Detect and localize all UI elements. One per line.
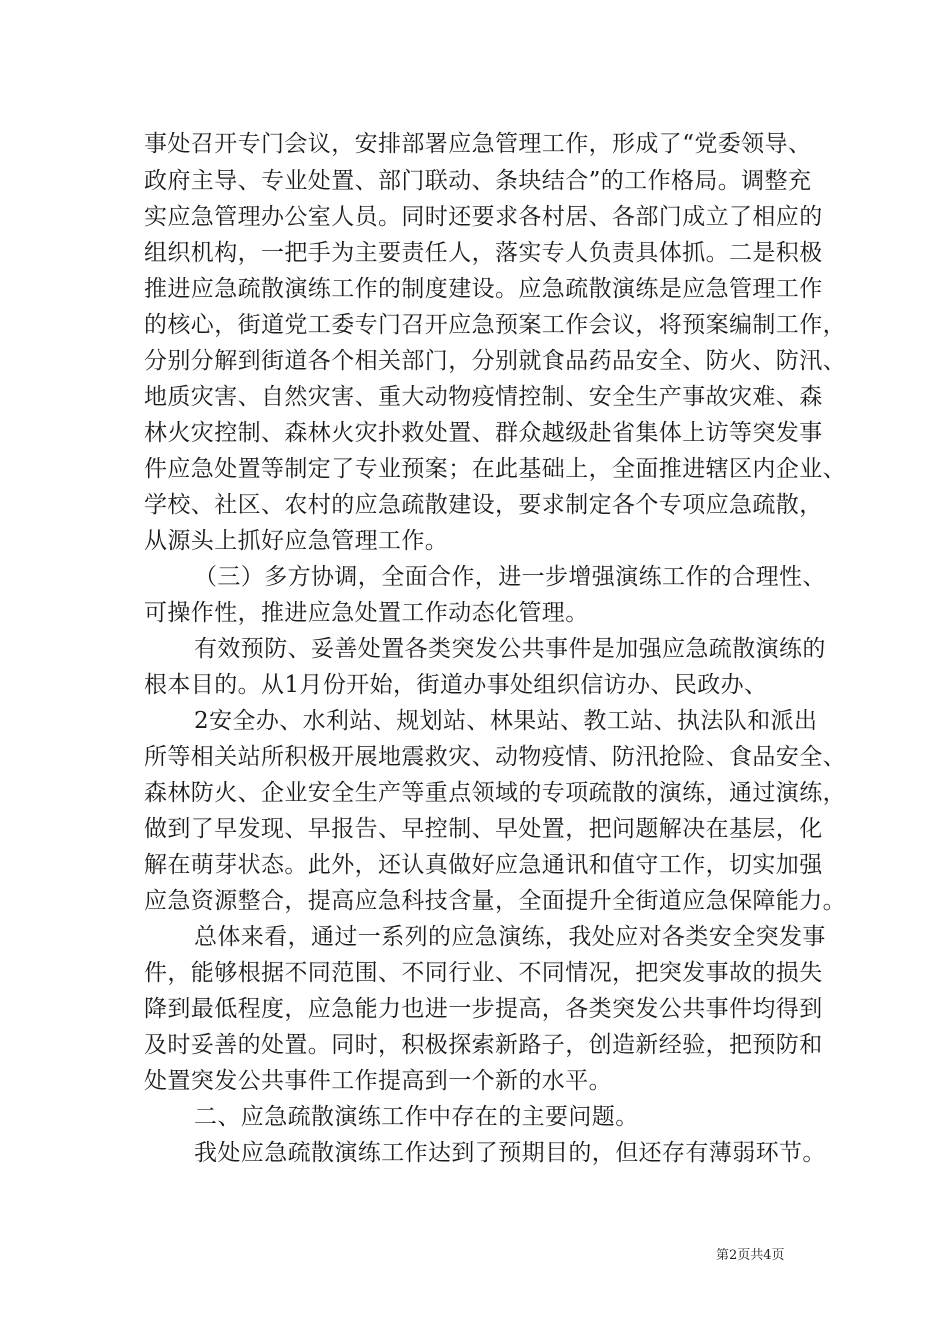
text-line: 事处召开专门会议，安排部署应急管理工作，形成了“党委领导、	[144, 131, 812, 157]
text-line: 分别分解到街道各个相关部门，分别就食品药品安全、防火、防汛、	[144, 348, 846, 374]
text-line: 及时妥善的处置。同时，积极探索新路子，创造新经验，把预防和	[144, 1032, 823, 1058]
text-line: 学校、社区、农村的应急疏散建设，要求制定各个专项应急疏散，	[144, 492, 823, 518]
text-line: 我处应急疏散演练工作达到了预期目的，但还存有薄弱环节。	[194, 1140, 826, 1166]
text-line: 实应急管理办公室人员。同时还要求各村居、各部门成立了相应的	[144, 204, 823, 230]
text-line: 降到最低程度，应急能力也进一步提高，各类突发公共事件均得到	[144, 996, 823, 1022]
text-line: 2安全办、水利站、规划站、林果站、教工站、执法队和派出	[194, 708, 818, 734]
text-line: 件，能够根据不同范围、不同行业、不同情况，把突发事故的损失	[144, 960, 823, 986]
text-line: 有效预防、妥善处置各类突发公共事件是加强应急疏散演练的	[194, 636, 826, 662]
section-heading: 二、应急疏散演练工作中存在的主要问题。	[194, 1104, 639, 1130]
text-line: 件应急处置等制定了专业预案；在此基础上，全面推进辖区内企业、	[144, 456, 846, 482]
text-line: 森林防火、企业安全生产等重点领域的专项疏散的演练，通过演练，	[144, 780, 846, 806]
text-line: 总体来看，通过一系列的应急演练，我处应对各类安全突发事	[194, 924, 826, 950]
text-line: 根本目的。从1月份开始，街道办事处组织信访办、民政办、	[144, 672, 768, 698]
text-line: 组织机构，一把手为主要责任人，落实专人负责具体抓。二是积极	[144, 240, 823, 266]
page-number: 第2页共4页	[716, 1248, 785, 1263]
text-line: 从源头上抓好应急管理工作。	[144, 528, 449, 554]
text-line: 推进应急疏散演练工作的制度建设。应急疏散演练是应急管理工作	[144, 276, 823, 302]
text-line: 林火灾控制、森林火灾扑救处置、群众越级赴省集体上访等突发事	[144, 420, 823, 446]
text-line: 政府主导、专业处置、部门联动、条块结合”的工作格局。调整充	[144, 168, 812, 194]
text-line: 的核心，街道党工委专门召开应急预案工作会议，将预案编制工作，	[144, 312, 846, 338]
text-line: 解在萌芽状态。此外，还认真做好应急通讯和值守工作，切实加强	[144, 852, 823, 878]
text-line: 做到了早发现、早报告、早控制、早处置，把问题解决在基层，化	[144, 816, 823, 842]
text-line: 地质灾害、自然灾害、重大动物疫情控制、安全生产事故灾难、森	[144, 384, 823, 410]
section-heading: 可操作性，推进应急处置工作动态化管理。	[144, 600, 589, 626]
text-line: 所等相关站所积极开展地震救灾、动物疫情、防汛抢险、食品安全、	[144, 744, 846, 770]
text-line: 应急资源整合，提高应急科技含量，全面提升全街道应急保障能力。	[144, 888, 846, 914]
section-heading: （三）多方协调，全面合作，进一步增强演练工作的合理性、	[194, 564, 826, 590]
text-line: 处置突发公共事件工作提高到一个新的水平。	[144, 1068, 612, 1094]
